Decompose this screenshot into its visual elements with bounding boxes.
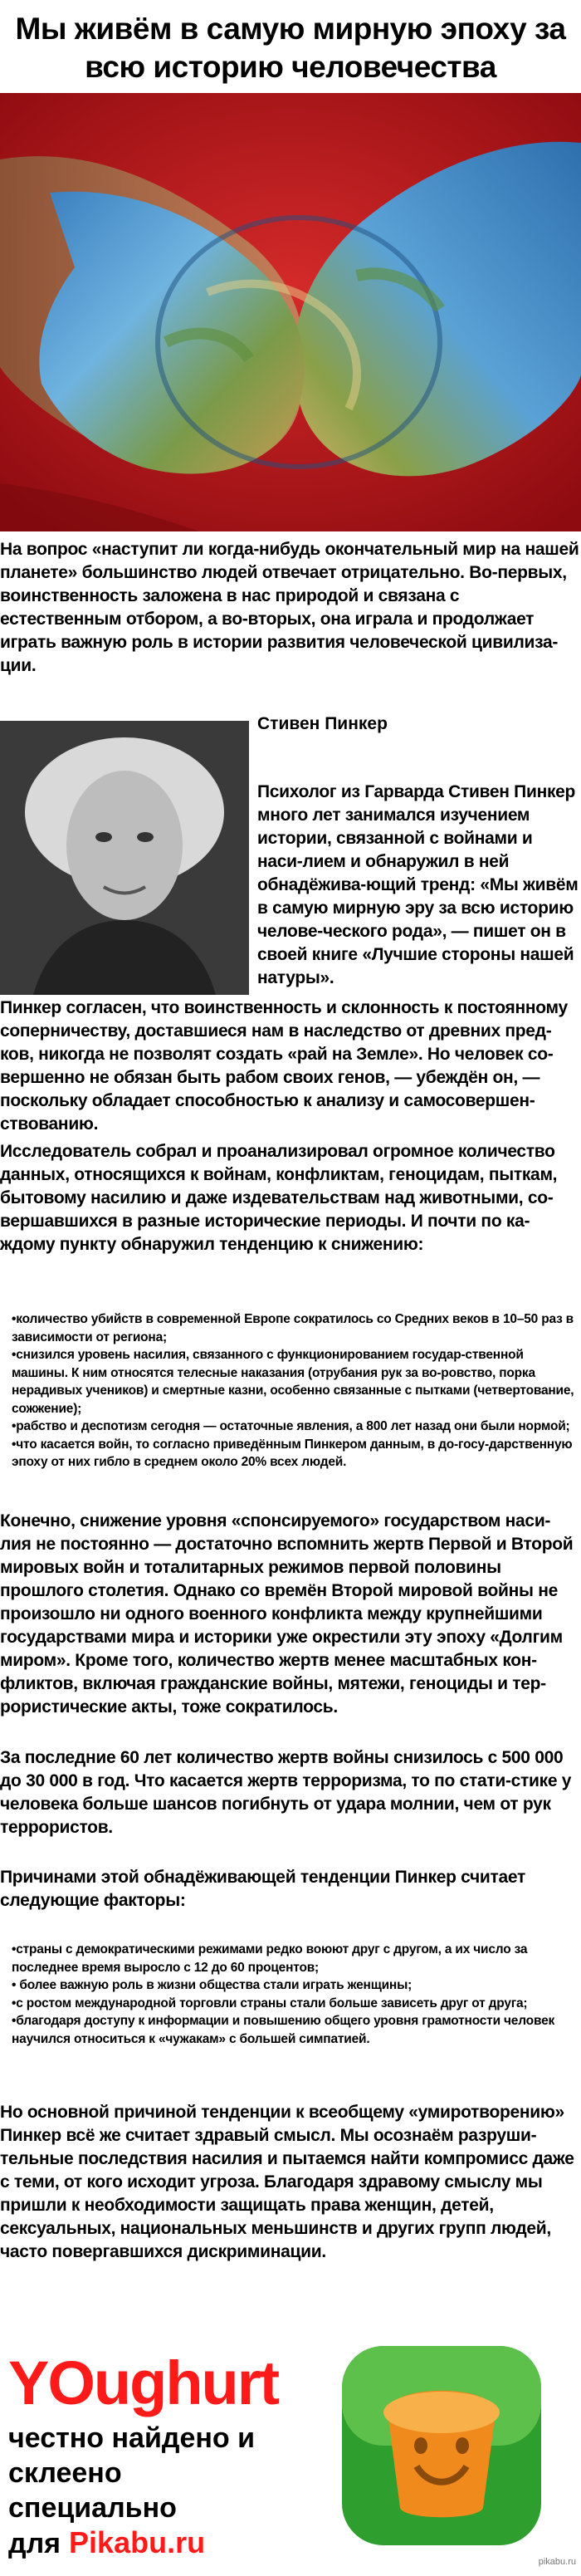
portrait-steven-pinker	[0, 721, 249, 995]
paragraph-4: За последние 60 лет количество жертв войны снизилось с 500 000 до 30 000 в год. Что касается жертв терроризма, то по стати-стике у человека больше шансов погибнуть от удара молнии, чем от рук террористов.	[0, 1748, 572, 1837]
promo-tagline	[8, 2421, 340, 2561]
paragraph-5: Причинами этой обнадёживающей тенденции Пинкер считает следующие факторы:	[0, 1868, 525, 1910]
list-item: • более важную роль в жизни общества стали играть женщины;	[12, 1978, 413, 1992]
intro-paragraph: На вопрос «наступит ли когда-нибудь окончательный мир на нашей планете» большинство людей отвечает отрицательно. Во-первых, воинственность заложена в нас природой и связана с естественным отбором, а во-вторых, она играла и продолжает играть важную роль в истории развития человеческой цивилиза-ции.	[0, 540, 579, 675]
list-factors	[0, 1941, 581, 2048]
paragraph-1: Пинкер согласен, что воинственность и склонность к постоянному соперничеству, доставшиеся нам в наследство от древних пред-ков, никогда не позволят создать «рай на Земле». Но человек со-вершенно не обязан быть рабом своих генов, — убеждён он, — поскольку обладает способностью к анализу и самосовершен-ствованию.	[0, 998, 568, 1134]
brand-logo-text: YOughurt	[8, 2348, 279, 2417]
list-item: •благодаря доступу к информации и повышению общего уровня грамотности человек научился относиться к «чужакам» с большей симпатией.	[12, 2014, 555, 2046]
list-trends	[0, 1310, 581, 1472]
list-item: •страны с демократическими режимами редко воюют друг с другом, а их число за последнее время выросло с 12 до 60 процентов;	[12, 1942, 528, 1975]
list-item: •рабство и деспотизм сегодня — остаточные явления, а 800 лет назад они были нормой;	[12, 1419, 570, 1433]
paragraph-3: Конечно, снижение уровня «спонсируемого» государством наси-лия не постоянно — достаточно вспомнить жертв Первой и Второй мировых войн и тоталитарных режимов первой половины прошлого столетия. Однако со времён Второй мировой войны не произошло ни одного военного конфликта между крупнейшими государствами мира и историки уже окрестили эту эпоху «Долгим миром». Кроме того, количество жертв менее масштабных кон-фликтов, включая гражданские войны, мятежи, геноциды и тер-рористические акты, тоже сократилось.	[0, 1511, 574, 1717]
person-name: Стивен Пинкер	[257, 714, 388, 733]
tagline-line-2: специально для	[8, 2492, 177, 2559]
page-title: Мы живём в самую мирную эпоху за всю историю человечества	[15, 12, 566, 84]
site-credit: pikabu.ru	[538, 2557, 576, 2567]
list-item: •снизился уровень насилия, связанного с функционированием государ-ственной машины. К ним относятся телесные наказания (отрубания рук за во-ровство, порка нерадивых учеников) и смертные казни, особенно связанные с пытками (четвертование, сожжение);	[12, 1348, 574, 1416]
person-description: Психолог из Гарварда Стивен Пинкер много лет занимался изучением истории, связанной с войнами и наси-лием и обнаружил в ней обнадёжива-ющий тренд: «Мы живём в самую мирную эру за всю историю челове-ческого рода», — пишет он в своей книге «Лучшие стороны нашей натуры».	[257, 782, 579, 987]
list-item: •с ростом международной торговли страны стали больше зависеть друг от друга;	[12, 1996, 528, 2010]
hero-image-hands-globe	[0, 93, 581, 531]
list-item: •количество убийств в современной Европе сократилось со Средних веков в 10–50 раз в зависимости от региона;	[12, 1312, 574, 1344]
tagline-line-1: честно найдено и склеено	[8, 2422, 256, 2489]
hands-globe-illustration	[0, 93, 581, 531]
paragraph-2: Исследователь собрал и проанализировал огромное количество данных, относящихся к войнам, конфликтам, геноцидам, пыткам, бытовому насилию и даже издевательствам над животными, со-вершавшихся в разные исторические периоды. И почти по ка-ждому пункту обнаружил тенденцию к снижению:	[0, 1142, 558, 1254]
portrait-illustration	[0, 721, 249, 995]
promo-footer	[0, 2321, 581, 2570]
site-name: Pikabu.ru	[69, 2525, 206, 2559]
list-item: •что касается войн, то согласно приведённым Пинкером данным, в до-госу-дарственную эпоху от них гибло в среднем около 20% всех людей.	[12, 1437, 573, 1469]
yoghurt-app-icon	[338, 2342, 545, 2549]
paragraph-6: Но основной причиной тенденции к всеобщему «умиротворению» Пинкер всё же считает здравый смысл. Мы осознаём разруши-тельные последствия насилия и пытаемся найти компромисс даже с теми, от кого исходит угроза. Благодаря здравому смыслу мы пришли к необходимости защищать права женщин, детей, сексуальных, национальных меньшинств и других групп людей, часто повергавшихся дискриминации.	[0, 2103, 574, 2261]
